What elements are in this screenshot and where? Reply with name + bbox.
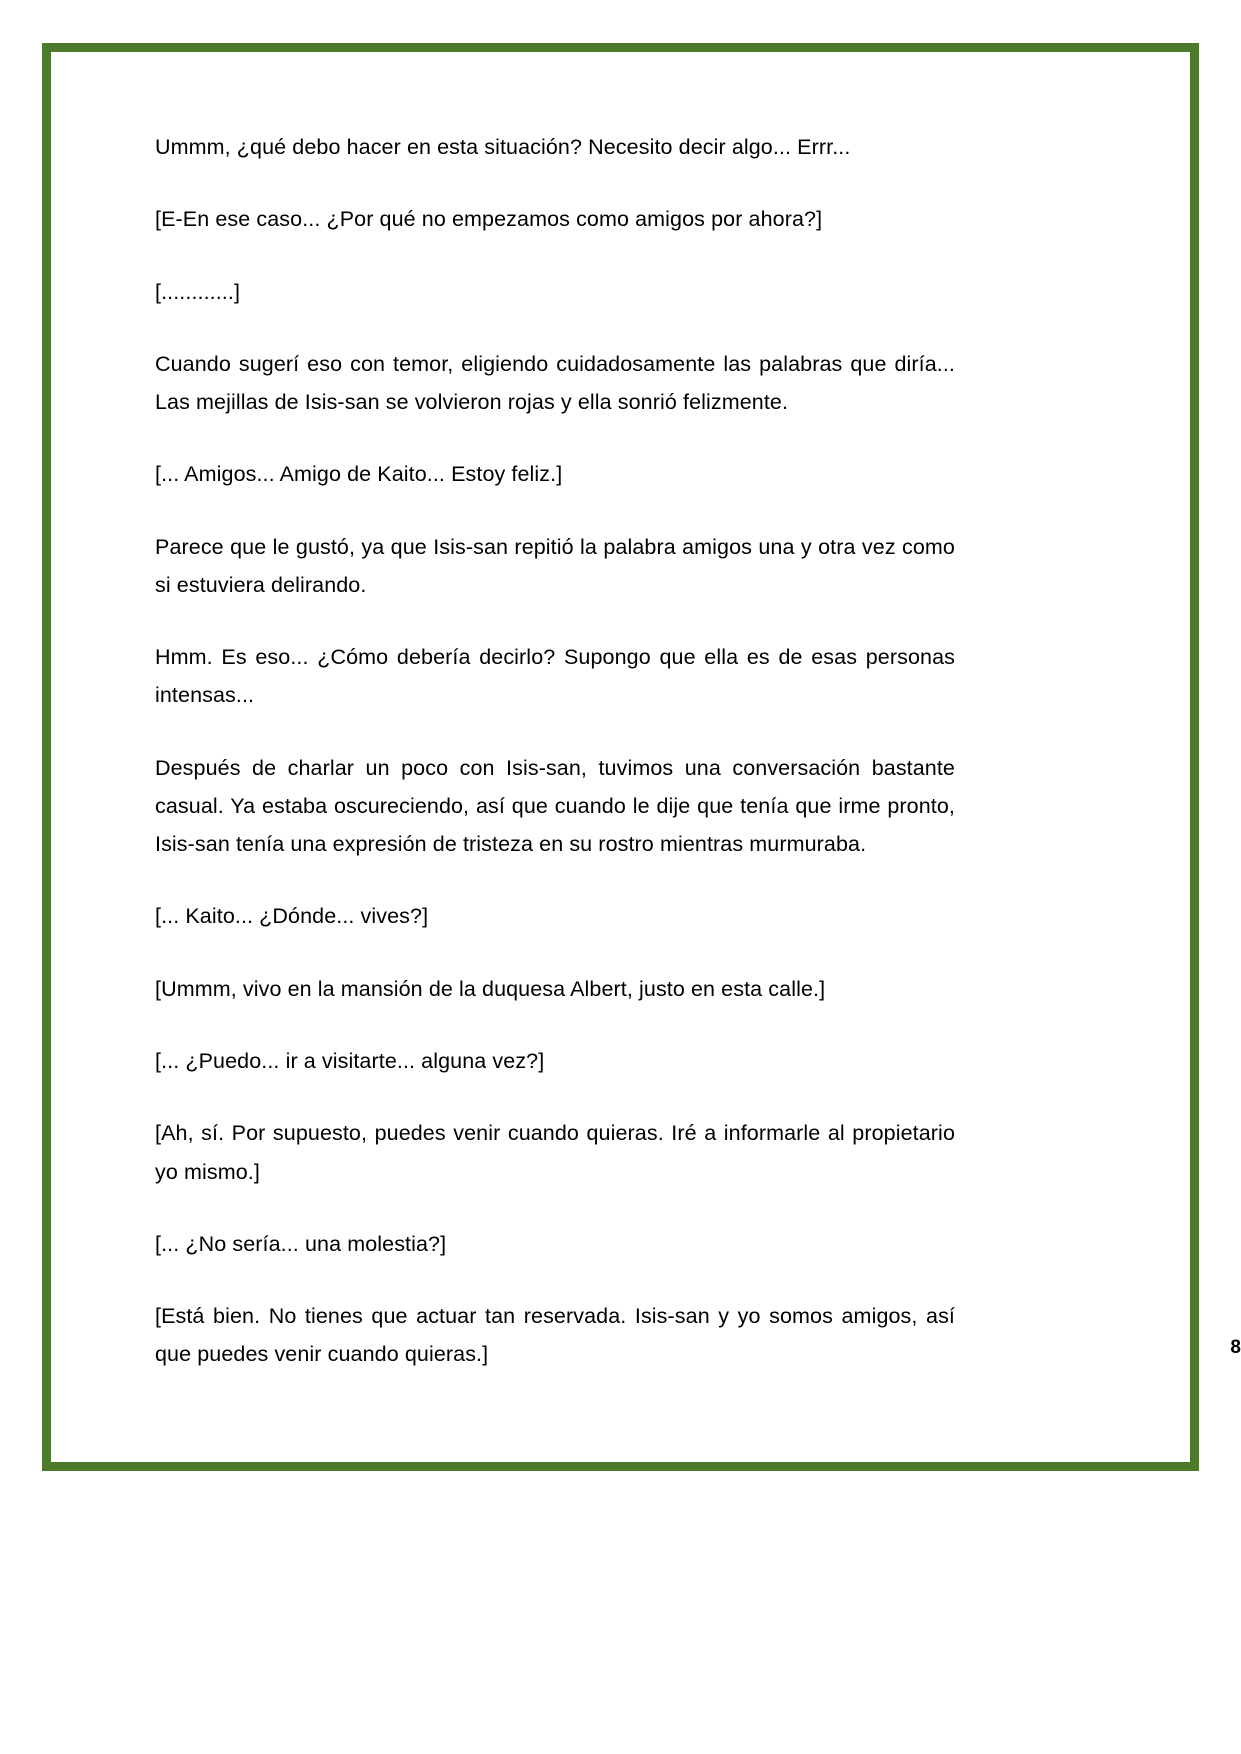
paragraph: [... ¿No sería... una molestia?] [155, 1231, 447, 1256]
paragraph: Parece que le gustó, ya que Isis-san repitió la palabra amigos una y otra vez como si estuviera delirando. [155, 534, 955, 597]
paragraph: Ummm, ¿qué debo hacer en esta situación? Necesito decir algo... Errr... [155, 135, 851, 159]
paragraph: [............] [155, 279, 241, 304]
paragraph: Hmm. Es eso... ¿Cómo debería decirlo? Supongo que ella es de esas personas intensas... [155, 645, 955, 708]
paragraph: Después de charlar un poco con Isis-san, tuvimos una conversación bastante casual. Ya estaba oscureciendo, así que cuando le dije que tenía que irme pronto, Isis-san tenía una expresión de tristeza en su rostro mientras murmuraba. [155, 755, 955, 857]
paragraph: [Ah, sí. Por supuesto, puedes venir cuando quieras. Iré a informarle al propietario yo mismo.] [155, 1121, 955, 1184]
paragraph: [... Amigos... Amigo de Kaito... Estoy feliz.] [155, 462, 563, 487]
document-body [155, 128, 955, 1374]
paragraph: Cuando sugerí eso con temor, eligiendo cuidadosamente las palabras que diría... Las mejillas de Isis-san se volvieron rojas y ella sonrió felizmente. [155, 351, 955, 415]
paragraph: [E-En ese caso... ¿Por qué no empezamos como amigos por ahora?] [155, 207, 823, 232]
paragraph: [... Kaito... ¿Dónde... vives?] [155, 904, 429, 929]
paragraph: [Está bien. No tienes que actuar tan reservada. Isis-san y yo somos amigos, así que puedes venir cuando quieras.] [155, 1304, 955, 1367]
paragraph: [Ummm, vivo en la mansión de la duquesa Albert, justo en esta calle.] [155, 976, 826, 1001]
paragraph: [... ¿Puedo... ir a visitarte... alguna vez?] [155, 1048, 545, 1073]
page-number: 8 [1230, 1337, 1241, 1358]
